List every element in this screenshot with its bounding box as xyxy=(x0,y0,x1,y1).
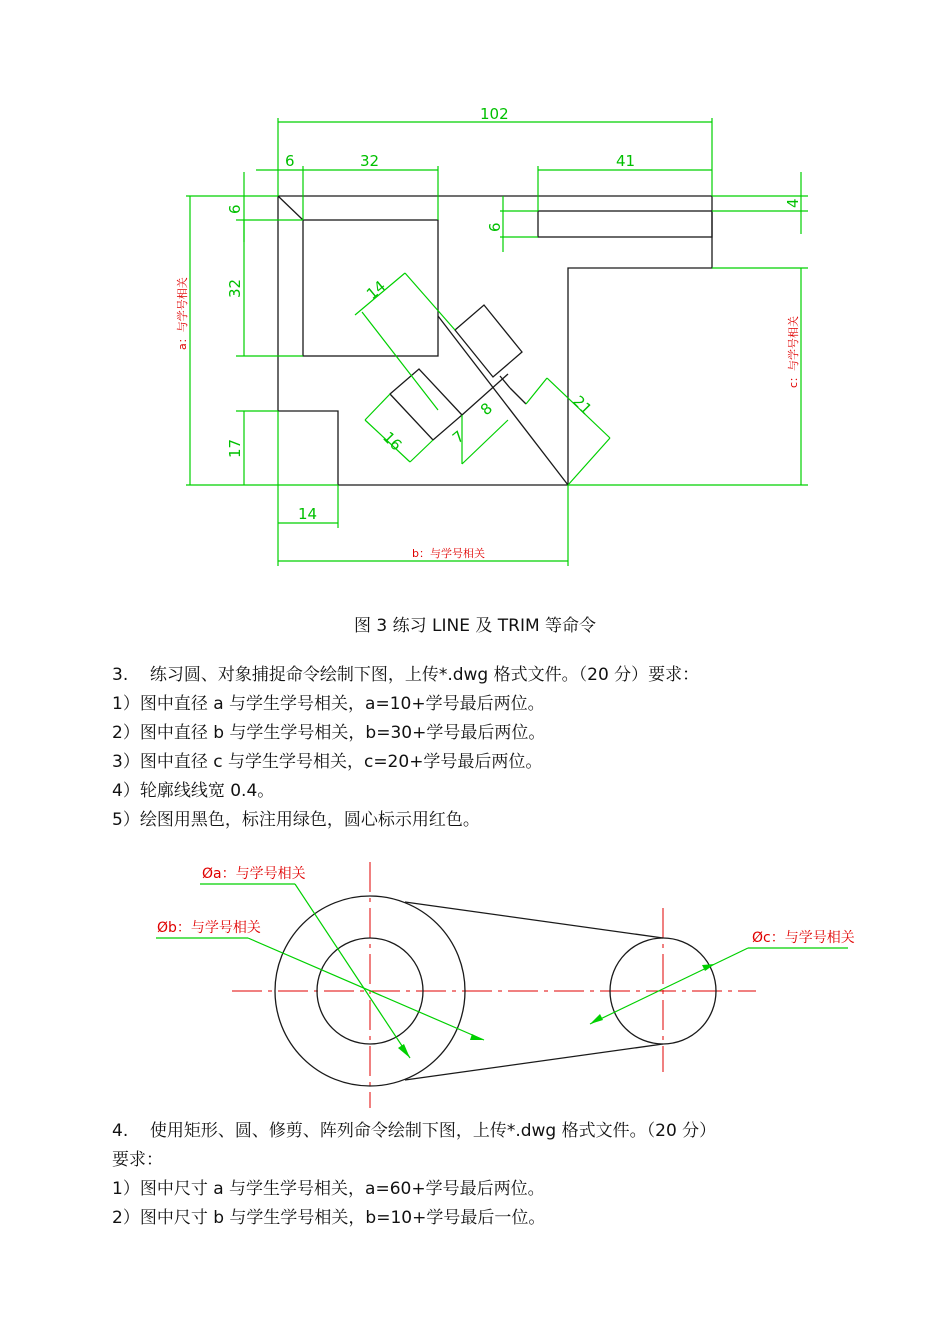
dim-a-label: a：与学号相关 xyxy=(176,277,189,350)
dim-32-top: 32 xyxy=(360,152,380,170)
figure-3-caption: 图 3 练习 LINE 及 TRIM 等命令 xyxy=(353,616,597,636)
dim-8: 8 xyxy=(477,399,496,420)
dimension-texts xyxy=(175,105,802,560)
line-trim-drawing xyxy=(0,100,950,580)
object-outline xyxy=(278,196,712,485)
requirement-item: 2）图中直径 b 与学生学号相关，b=30+学号最后两位。 xyxy=(112,723,546,743)
requirement-item: 3）图中直径 c 与学生学号相关，c=20+学号最后两位。 xyxy=(112,752,543,772)
requirement-item: 4）轮廓线线宽 0.4。 xyxy=(112,781,275,801)
dim-4: 4 xyxy=(784,198,802,208)
dim-14-bottom: 14 xyxy=(298,505,318,523)
section-3-heading: 3. 练习圆、对象捕捉命令绘制下图，上传*.dwg 格式文件。（20 分）要求： xyxy=(112,665,700,685)
center-lines xyxy=(232,862,756,1108)
requirement-item: 1）图中直径 a 与学生学号相关，a=10+学号最后两位。 xyxy=(112,694,545,714)
dim-21: 21 xyxy=(569,392,596,419)
section-4-heading: 4. 使用矩形、圆、修剪、阵列命令绘制下图，上传*.dwg 格式文件。（20 分） xyxy=(112,1121,717,1141)
dim-17: 17 xyxy=(226,438,244,458)
dim-6-top: 6 xyxy=(285,152,295,170)
circle-drawing xyxy=(0,848,950,1120)
dim-102: 102 xyxy=(480,105,509,123)
section-4-requirements xyxy=(112,1117,832,1233)
requirement-item: 2）图中尺寸 b 与学生学号相关，b=10+学号最后一位。 xyxy=(112,1208,546,1228)
diameter-dims xyxy=(156,884,848,1058)
dim-6-left: 6 xyxy=(226,204,244,214)
dim-41: 41 xyxy=(616,152,636,170)
dim-c-label: c：与学号相关 xyxy=(787,315,800,388)
section-3-requirements xyxy=(112,661,832,835)
section-4-heading-cont: 要求： xyxy=(112,1150,163,1170)
dim-6-right: 6 xyxy=(486,222,504,232)
dim-32-left: 32 xyxy=(226,278,244,298)
dim-7: 7 xyxy=(449,427,468,448)
dim-b-label: b：与学号相关 xyxy=(412,547,485,560)
dim-14-diag: 14 xyxy=(363,277,390,304)
dimension-lines xyxy=(186,118,808,566)
requirement-item: 5）绘图用黑色，标注用绿色，圆心标示用红色。 xyxy=(112,810,480,830)
diameter-labels xyxy=(157,865,855,946)
diameter-c-label: Øc：与学号相关 xyxy=(752,930,855,946)
dim-16: 16 xyxy=(379,428,406,455)
requirement-item: 1）图中尺寸 a 与学生学号相关，a=60+学号最后两位。 xyxy=(112,1179,545,1199)
diameter-a-label: Øa：与学号相关 xyxy=(202,866,306,882)
diameter-b-label: Øb：与学号相关 xyxy=(157,920,261,936)
